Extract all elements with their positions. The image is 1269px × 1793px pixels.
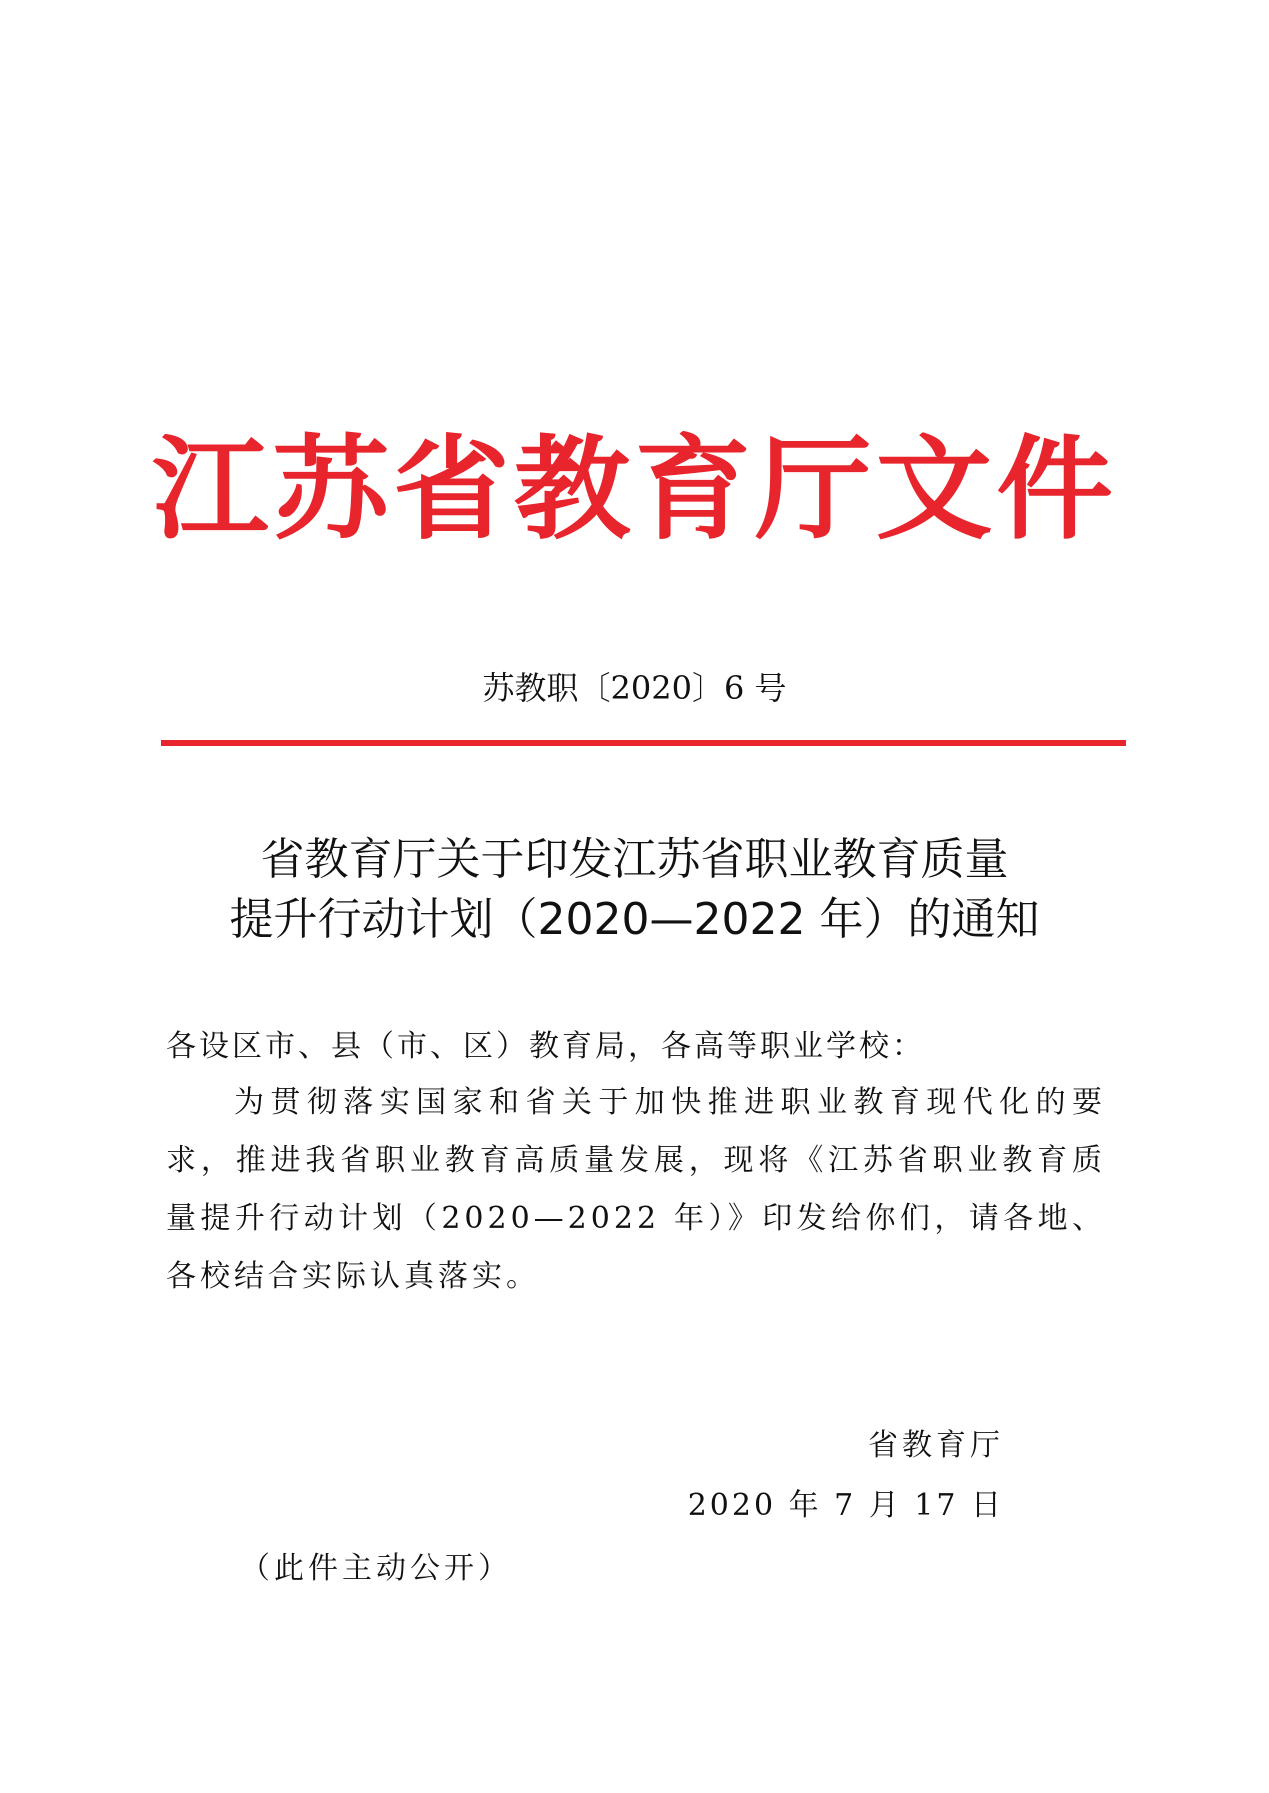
document-masthead: 江苏省教育厅文件	[151, 425, 1118, 555]
salutation: 各设区市、县（市、区）教育局，各高等职业学校：	[166, 1029, 925, 1064]
issue-date: 2020 年 7 月 17 日	[687, 1488, 1004, 1523]
body-paragraph: 为贯彻落实国家和省关于加快推进职业教育现代化的要求，推进我省职业教育高质量发展，现将《江苏省职业教育质量提升行动计划（2020—2022 年）》印发给你们，请各地、各校结合实际认真落实。	[166, 1085, 1106, 1294]
document-title-line-1: 省教育厅关于印发江苏省职业教育质量	[260, 834, 1009, 885]
disclosure-note: （此件主动公开）	[240, 1551, 512, 1586]
document-number: 苏教职〔2020〕6 号	[482, 669, 787, 707]
document-title	[0, 830, 1269, 950]
issuer-signature: 省教育厅	[868, 1428, 1004, 1463]
document-title-line-2: 提升行动计划（2020—2022 年）的通知	[229, 894, 1040, 945]
red-divider-rule	[161, 740, 1126, 746]
